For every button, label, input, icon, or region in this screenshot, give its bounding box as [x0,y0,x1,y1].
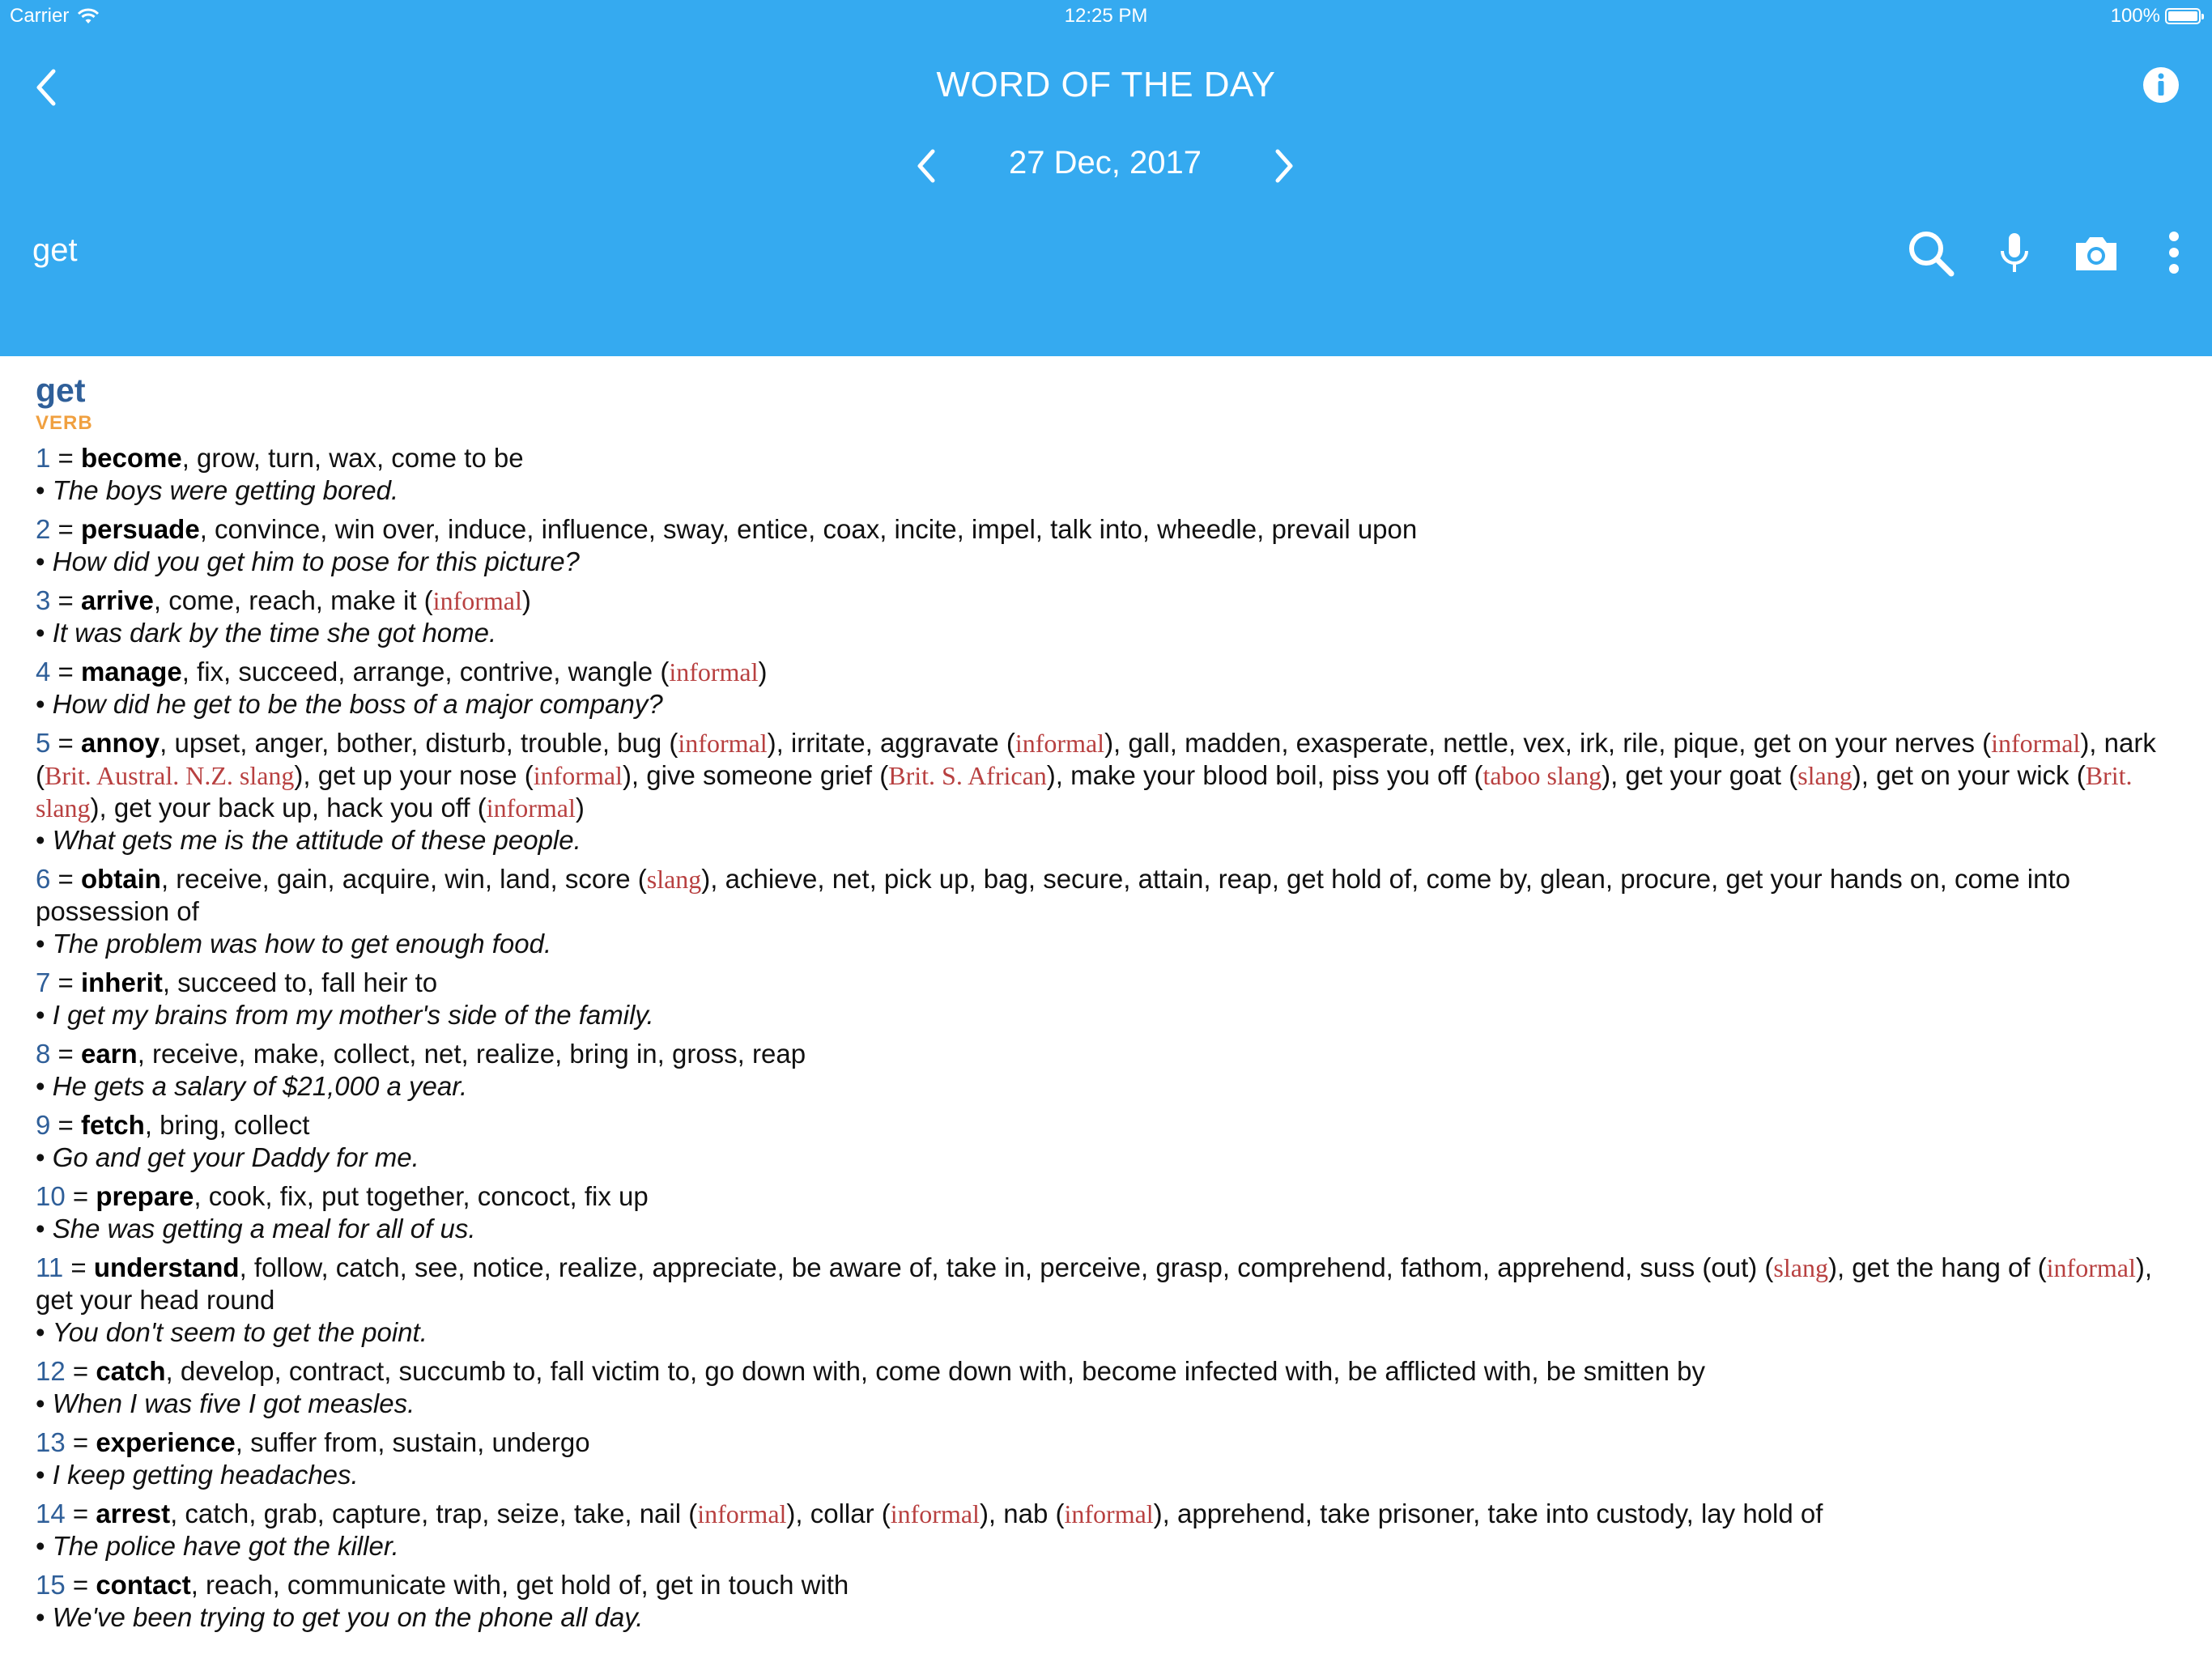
battery-icon [2165,8,2201,24]
usage-label: informal [669,657,759,687]
usage-label: informal [1991,729,2081,758]
usage-label: slang [1797,761,1853,790]
synonym-line: 8 = earn, receive, make, collect, net, realize, bring in, gross, reap [36,1039,806,1069]
status-bar [0,0,2212,34]
sense-list [36,442,2173,1634]
synonym-line: 3 = arrive, come, reach, make it (informal) [36,585,531,615]
microphone-icon [1986,225,2043,282]
synonym-line: 1 = become, grow, turn, wax, come to be [36,443,524,473]
page-title: WORD OF THE DAY [936,65,1276,104]
sense-number: 3 [36,585,51,615]
example-sentence: • What gets me is the attitude of these people. [36,825,581,855]
sense-number: 5 [36,728,51,758]
sense-headword[interactable]: inherit [80,967,163,997]
sense-headword[interactable]: become [80,443,182,473]
search-icon [1903,225,1959,282]
sense-item [36,1569,2173,1634]
search-input[interactable] [32,228,1814,272]
app-header [0,0,2212,356]
synonym-line: 7 = inherit, succeed to, fall heir to [36,967,438,997]
usage-label: informal [533,761,623,790]
sense-headword[interactable]: arrest [96,1499,171,1528]
dictionary-entry [36,371,2173,1640]
synonym-line: 6 = obtain, receive, gain, acquire, win, land, score (slang), achieve, net, pick up, bag, secure, attain, reap, get hold of, come by, glean, procure, get your hands on, come into possession of [36,864,2071,926]
usage-label: informal [1064,1499,1154,1528]
example-sentence: • How did he get to be the boss of a major company? [36,689,663,719]
chevron-right-icon [1263,142,1304,190]
synonym-line: 14 = arrest, catch, grab, capture, trap, seize, take, nail (informal), collar (informal), nab (informal), apprehend, take prisoner, take into custody, lay hold of [36,1499,1823,1528]
sense-number: 13 [36,1427,66,1457]
sense-number: 14 [36,1499,66,1528]
example-sentence: • She was getting a meal for all of us. [36,1214,476,1244]
example-sentence: • I get my brains from my mother's side of the family. [36,1000,654,1030]
sense-number: 4 [36,657,51,687]
sense-headword[interactable]: arrive [80,585,154,615]
sense-headword[interactable]: understand [93,1252,240,1282]
sense-number: 8 [36,1039,51,1069]
next-day-button[interactable] [1263,142,1304,190]
sense-number: 2 [36,514,51,544]
sense-item [36,513,2173,578]
chevron-left-icon [907,142,947,190]
sense-headword[interactable]: obtain [80,864,161,894]
voice-search-button[interactable] [1986,225,2043,282]
sense-number: 1 [36,443,51,473]
sense-item [36,442,2173,507]
sense-item [36,1180,2173,1245]
sense-item [36,727,2173,857]
usage-label: taboo slang [1482,761,1602,790]
usage-label: slang [646,865,702,894]
sense-item [36,656,2173,721]
sense-headword[interactable]: prepare [96,1181,194,1211]
example-sentence: • The boys were getting bored. [36,475,399,505]
sense-number: 15 [36,1570,66,1600]
usage-label: informal [2046,1253,2136,1282]
sense-item [36,1498,2173,1562]
current-date: 27 Dec, 2017 [1009,145,1202,181]
camera-search-button[interactable] [2068,225,2125,282]
usage-label: slang [1773,1253,1828,1282]
synonym-line: 2 = persuade, convince, win over, induce, influence, sway, entice, coax, incite, impel, talk into, wheedle, prevail upon [36,514,1418,544]
usage-label: informal [697,1499,787,1528]
info-icon [2142,66,2180,104]
usage-label: informal [678,729,768,758]
synonym-line: 11 = understand, follow, catch, see, notice, realize, appreciate, be aware of, take in, perceive, grasp, comprehend, fathom, apprehend, suss (out) (slang), get the hang of (informal), get your head round [36,1252,2152,1315]
sense-headword[interactable]: catch [96,1356,166,1386]
usage-label: informal [486,793,576,823]
carrier-label: Carrier [10,5,70,27]
battery-percent: 100% [2110,5,2160,27]
sense-headword[interactable]: contact [96,1570,191,1600]
example-sentence: • He gets a salary of $21,000 a year. [36,1071,468,1101]
usage-label: informal [432,586,522,615]
sense-number: 6 [36,864,51,894]
synonym-line: 12 = catch, develop, contract, succumb to, fall victim to, go down with, come down with, become infected with, be afflicted with, be smitten by [36,1356,1706,1386]
sense-item [36,1355,2173,1420]
headword: get [36,372,86,409]
example-sentence: • It was dark by the time she got home. [36,618,497,648]
status-time: 12:25 PM [1064,5,1148,27]
example-sentence: • When I was five I got measles. [36,1388,415,1418]
sense-item [36,1109,2173,1174]
sense-item [36,863,2173,960]
sense-headword[interactable]: persuade [80,514,200,544]
usage-label: Brit. S. African [888,761,1047,790]
sense-headword[interactable]: earn [80,1039,138,1069]
search-button[interactable] [1903,225,1959,282]
sense-item [36,585,2173,649]
sense-number: 11 [36,1252,64,1282]
usage-label: informal [890,1499,980,1528]
synonym-line: 13 = experience, suffer from, sustain, undergo [36,1427,590,1457]
sense-headword[interactable]: fetch [80,1110,145,1140]
usage-label: Brit. Austral. N.Z. slang [45,761,295,790]
sense-number: 9 [36,1110,51,1140]
sense-item [36,1252,2173,1349]
sense-item [36,967,2173,1031]
sense-headword[interactable]: manage [80,657,182,687]
usage-label: informal [1015,729,1105,758]
previous-day-button[interactable] [907,142,947,190]
sense-item [36,1426,2173,1491]
more-vert-icon [2146,225,2202,282]
date-navigator [0,142,2212,190]
sense-headword[interactable]: experience [96,1427,236,1457]
battery-indicator [2111,5,2201,28]
example-sentence: • Go and get your Daddy for me. [36,1142,419,1172]
sense-number: 10 [36,1181,66,1211]
camera-icon [2068,225,2125,282]
usage-label: Brit. slang [36,761,2133,823]
part-of-speech: VERB [36,412,93,434]
example-sentence: • You don't seem to get the point. [36,1317,428,1347]
example-sentence: • We've been trying to get you on the phone all day. [36,1602,644,1632]
sense-number: 12 [36,1356,66,1386]
synonym-line: 5 = annoy, upset, anger, bother, disturb, trouble, bug (informal), irritate, aggravate (informal), gall, madden, exasperate, nettle, vex, irk, rile, pique, get on your nerves (informal), nark (Brit. Austral. N.Z. slang), get up your nose (informal), give someone grief (Brit. S. African), make your blood boil, piss you off (taboo slang), get your goat (slang), get on your wick (Brit. slang), get your back up, hack you off (informal) [36,728,2156,823]
example-sentence: • The police have got the killer. [36,1531,399,1561]
synonym-line: 9 = fetch, bring, collect [36,1110,310,1140]
info-button[interactable] [2142,66,2180,104]
example-sentence: • The problem was how to get enough food. [36,929,552,959]
sense-number: 7 [36,967,51,997]
search-bar [0,219,2212,283]
sense-headword[interactable]: annoy [80,728,160,758]
synonym-line: 15 = contact, reach, communicate with, get hold of, get in touch with [36,1570,849,1600]
example-sentence: • How did you get him to pose for this picture? [36,546,580,576]
example-sentence: • I keep getting headaches. [36,1460,359,1490]
sense-item [36,1038,2173,1103]
synonym-line: 4 = manage, fix, succeed, arrange, contrive, wangle (informal) [36,657,768,687]
synonym-line: 10 = prepare, cook, fix, put together, concoct, fix up [36,1181,649,1211]
more-options-button[interactable] [2146,225,2202,282]
